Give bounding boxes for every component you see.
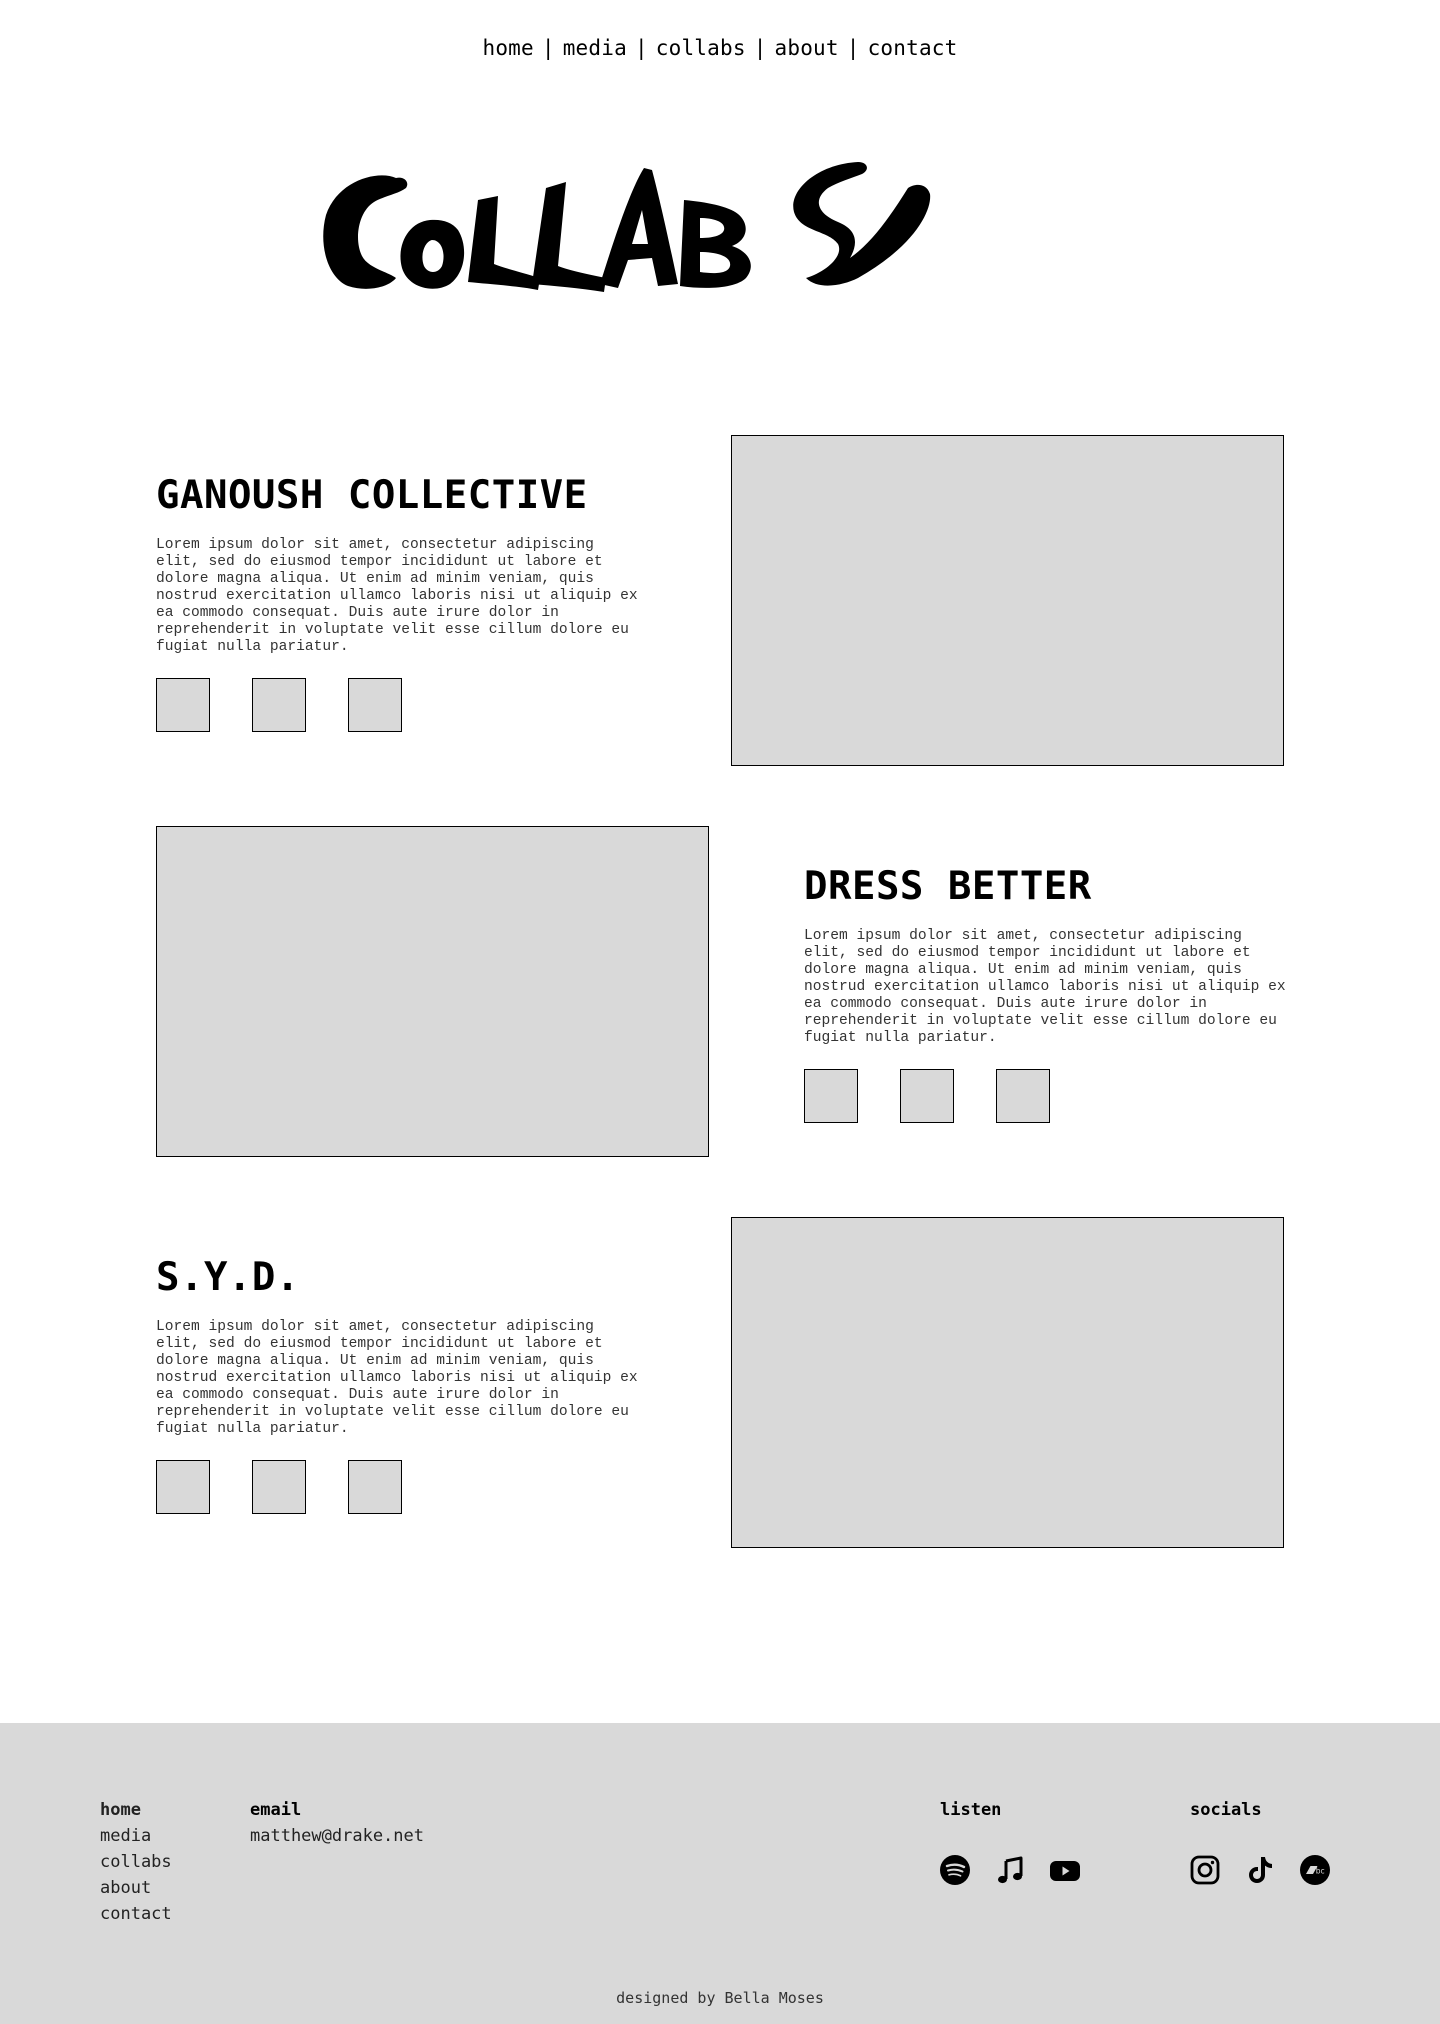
footer-listen bbox=[940, 1797, 1001, 1823]
footer-listen-heading: listen bbox=[940, 1800, 1002, 1820]
collab-media-placeholder bbox=[156, 826, 709, 1157]
footer-social-icons bbox=[1190, 1855, 1330, 1885]
footer-contact-link[interactable]: contact bbox=[100, 1904, 172, 1924]
footer-socials-heading: socials bbox=[1190, 1800, 1262, 1820]
spotify-icon[interactable] bbox=[940, 1855, 970, 1885]
collabs-title-logo bbox=[318, 160, 938, 310]
collab-heading: GANOUSH COLLECTIVE bbox=[156, 473, 588, 518]
collab-description: Lorem ipsum dolor sit amet, consectetur adipiscing elit, sed do eiusmod tempor incididunt ut labore et dolore magna aliqua. Ut enim ad minim veniam, quis nostrud exercitation ullamco laboris nisi ut aliquip ex ea commodo consequat. Duis aute irure dolor in reprehenderit in voluptate velit esse cillum dolore eu fugiat nulla pariatur. bbox=[156, 537, 638, 655]
nav-contact-link[interactable]: contact bbox=[867, 36, 958, 60]
collab-heading: DRESS BETTER bbox=[804, 864, 1092, 909]
top-nav bbox=[0, 36, 1440, 60]
nav-home-link[interactable]: home bbox=[482, 36, 534, 60]
collab-text-block bbox=[804, 864, 1294, 1123]
footer-collabs-link[interactable]: collabs bbox=[100, 1852, 172, 1872]
nav-collabs-link[interactable]: collabs bbox=[655, 36, 746, 60]
footer-socials bbox=[1190, 1797, 1262, 1823]
youtube-icon[interactable] bbox=[1050, 1855, 1080, 1885]
collab-media-placeholder bbox=[731, 435, 1284, 766]
collab-description: Lorem ipsum dolor sit amet, consectetur adipiscing elit, sed do eiusmod tempor incididunt ut labore et dolore magna aliqua. Ut enim ad minim veniam, quis nostrud exercitation ullamco laboris nisi ut aliquip ex ea commodo consequat. Duis aute irure dolor in reprehenderit in voluptate velit esse cillum dolore eu fugiat nulla pariatur. bbox=[804, 928, 1286, 1046]
link-placeholder-icon[interactable] bbox=[348, 1460, 402, 1514]
bandcamp-icon[interactable] bbox=[1300, 1855, 1330, 1885]
collab-heading: S.Y.D. bbox=[156, 1255, 300, 1300]
footer-nav bbox=[100, 1797, 172, 1927]
collab-text-block bbox=[156, 1255, 646, 1514]
footer-home-link[interactable]: home bbox=[100, 1800, 141, 1820]
collab-link-icons bbox=[804, 1069, 1294, 1123]
svg-text:bc: bc bbox=[1315, 1866, 1325, 1876]
instagram-icon[interactable] bbox=[1190, 1855, 1220, 1885]
link-placeholder-icon[interactable] bbox=[252, 1460, 306, 1514]
link-placeholder-icon[interactable] bbox=[804, 1069, 858, 1123]
link-placeholder-icon[interactable] bbox=[252, 678, 306, 732]
collab-description: Lorem ipsum dolor sit amet, consectetur adipiscing elit, sed do eiusmod tempor incididunt ut labore et dolore magna aliqua. Ut enim ad minim veniam, quis nostrud exercitation ullamco laboris nisi ut aliquip ex ea commodo consequat. Duis aute irure dolor in reprehenderit in voluptate velit esse cillum dolore eu fugiat nulla pariatur. bbox=[156, 1319, 638, 1437]
footer-email bbox=[250, 1797, 424, 1849]
nav-separator: | bbox=[541, 36, 555, 60]
link-placeholder-icon[interactable] bbox=[156, 1460, 210, 1514]
footer-media-link[interactable]: media bbox=[100, 1826, 152, 1846]
collab-text-block bbox=[156, 473, 646, 732]
link-placeholder-icon[interactable] bbox=[900, 1069, 954, 1123]
nav-media-link[interactable]: media bbox=[562, 36, 627, 60]
collab-link-icons bbox=[156, 1460, 646, 1514]
footer-listen-icons bbox=[940, 1855, 1080, 1885]
nav-about-link[interactable]: about bbox=[774, 36, 839, 60]
link-placeholder-icon[interactable] bbox=[996, 1069, 1050, 1123]
link-placeholder-icon[interactable] bbox=[156, 678, 210, 732]
tiktok-icon[interactable] bbox=[1245, 1855, 1275, 1885]
collab-media-placeholder bbox=[731, 1217, 1284, 1548]
footer-email-link[interactable]: matthew@drake.net bbox=[250, 1826, 424, 1846]
nav-separator: | bbox=[753, 36, 767, 60]
footer bbox=[0, 1723, 1440, 2024]
footer-credit: designed by Bella Moses bbox=[616, 1989, 824, 2007]
footer-about-link[interactable]: about bbox=[100, 1878, 152, 1898]
footer-email-heading: email bbox=[250, 1800, 302, 1820]
link-placeholder-icon[interactable] bbox=[348, 678, 402, 732]
nav-separator: | bbox=[634, 36, 648, 60]
apple-music-icon[interactable] bbox=[995, 1855, 1025, 1885]
nav-separator: | bbox=[846, 36, 860, 60]
collab-link-icons bbox=[156, 678, 646, 732]
